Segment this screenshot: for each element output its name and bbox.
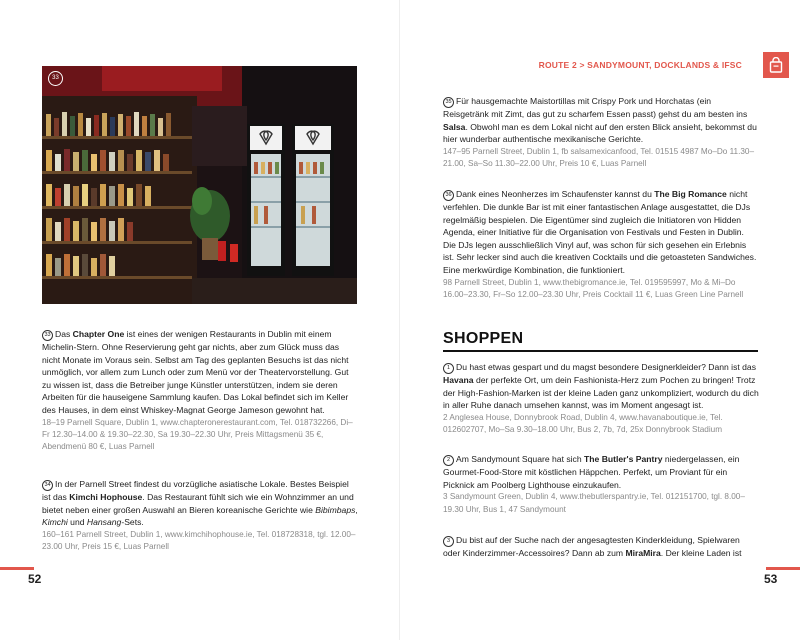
entry-chapter-one: 33 Das Chapter One ist eines der wenigen Restaurants in Dublin mit einem Michelin-Stern. Ohne Reservierung geht gar nichts, aber zum Glück muss das nicht Monate im Voraus sein. Selbst am Tag des geplanten Besuchs ist das nicht unmöglich, vor allem zum Lunch oder zum Menü vor der Theatervorstellung. Gut zu wissen ist, dass die Betreiber junge Künstler unterstützen, indem sie deren Arbeiten für die hauseigene Sammlung kaufen. Das Lokal befindet sich im Keller des Hauses, in dem einst Whiskey-Magnat George Jameson gewohnt hat. 18–19 Parnell Square, Dublin 1, www.chapteronerestaurant.com, Tel. 018732266, Di–Fr 12.30–14.00 & 19.30–22.30, Sa 19.30–22.30 Uhr, Preis Mittagsmenü 35 €, Abendmenü 80 €, Luas Parnell — [42, 328, 358, 454]
entry-name: Chapter One — [72, 329, 125, 339]
entry-name: The Butler's Pantry — [584, 454, 663, 464]
entry-number: 36 — [443, 190, 454, 201]
entry-number: 1 — [443, 363, 454, 374]
entry-number: 34 — [42, 480, 53, 491]
entry-big-romance: 36 Dank eines Neonherzes im Schaufenster kannst du The Big Romance nicht verfehlen. Die dunkle Bar ist mit einer fantastischen Anlage ausgestattet, die DJs regelmäßig bespielen. Die Eigentümer sind zugleich die Initiatoren von Hidden Agenda, einer Initiative für die Organisation von Festivals und Festen in Dublin. Die DJs legen ausschließlich Vinyl auf, was schon für sich gesehen ein Erlebnis ist. Sehr lecker sind auch die kreativen Cocktails und die getoasteten Sandwiches. Eine merkwürdige Kombination, die funktioniert. 98 Parnell Street, Dublin 1, www.thebigromance.ie, Tel. 019595997, Mo & Mi–Do 16.00–23.30, Fr–So 12.00–23.30 Uhr, Preis Cocktail 11 €, Luas Green Line Parnell — [443, 188, 759, 301]
footer-accent-rule — [766, 567, 800, 570]
entry-meta: 3 Sandymount Green, Dublin 4, www.thebutlerspantry.ie, Tel. 012151700, tgl. 8.00–19.30 Uhr, Bus 1, 47 Sandymount — [443, 492, 745, 514]
entry-number: 3 — [443, 536, 454, 547]
entry-meta: 2 Anglesea House, Donnybrook Road, Dublin 4, www.havanaboutique.ie, Tel. 012602707, Mo–Sa 9.30–18.00 Uhr, Bus 2, 7b, 7d, 25x Donnybrook Stadium — [443, 412, 723, 435]
entry-name: Kimchi Hophouse — [69, 492, 143, 502]
entry-havana: 1 Du hast etwas gespart und du magst besondere Designerkleider? Dann ist das Havana der perfekte Ort, um dein Fashionista-Herz zum Pochen zu bringen! Trotz der High-Fashion-Marken ist der kleine Laden ganz unkompliziert, wodurch du dich in aller Ruhe danach umsehen kannst, was im Moment angesagt ist. 2 Anglesea House, Donnybrook Road, Dublin 4, www.havanaboutique.ie, Tel. 012602707, Mo–Sa 9.30–18.00 Uhr, Bus 2, 7b, 7d, 25x Donnybrook Stadium — [443, 361, 759, 437]
section-divider — [443, 350, 758, 352]
entry-name: MiraMira — [625, 548, 661, 558]
entry-meta: 147–95 Parnell Street, Dublin 1, fb salsamexicanfood, Tel. 01515 4987 Mo–Do 11.30–21.00, Sa–So 11.30–22.00 Uhr, Preis 10 €, Luas Parnell — [443, 146, 755, 169]
restaurant-photo — [42, 66, 357, 304]
page-number-right: 53 — [764, 572, 778, 586]
entry-kimchi-hophouse: 34 In der Parnell Street findest du vorzügliche asiatische Lokale. Bestes Beispiel ist das Kimchi Hophouse. Das Restaurant fühlt sich wie ein Wohnzimmer an und bietet neben einer großen Auswahl an Bieren koreanische Gerichte wie Bibimbaps, Kimchi und Hansang-Sets. 160–161 Parnell Street, Dublin 1, www.kimchihophouse.ie, Tel. 018728318, tgl. 12.00–23.00 Uhr, Preis 15 €, Luas Parnell — [42, 478, 358, 554]
footer-accent-rule — [0, 567, 34, 570]
entry-salsa: 35 Für hausgemachte Maistortillas mit Crispy Pork und Horchatas (ein Reisgetränk mit Zimt, das gut zu scharfem Essen passt) gehst du am besten ins Salsa. Obwohl man es dem Lokal nicht auf den ersten Blick ansieht, bekommst du hier wunderbar authentische mexikanische Gerichte. 147–95 Parnell Street, Dublin 1, fb salsamexicanfood, Tel. 01515 4987 Mo–Do 11.30–21.00, Sa–So 11.30–22.00 Uhr, Preis 10 €, Luas Parnell — [443, 95, 759, 171]
entry-meta: 160–161 Parnell Street, Dublin 1, www.kimchihophouse.ie, Tel. 018728318, tgl. 12.00–23.00 Uhr, Preis 15 €, Luas Parnell — [42, 529, 356, 552]
entry-meta: 18–19 Parnell Square, Dublin 1, www.chapteronerestaurant.com, Tel. 018732266, Di–Fr 12.30–14.00 & 19.30–22.30, Sa 19.30–22.30 Uhr, Preis Mittagsmenü 35 €, Abendmenü 80 €, Luas Parnell — [42, 417, 353, 452]
section-title-shoppen: SHOPPEN — [443, 330, 524, 347]
entry-number: 35 — [443, 97, 454, 108]
bar-interior-image — [42, 66, 357, 304]
entry-name: Salsa — [443, 121, 466, 132]
shopping-bag-icon — [763, 52, 789, 78]
page-number-left: 52 — [28, 572, 42, 586]
entry-meta: 98 Parnell Street, Dublin 1, www.thebigromance.ie, Tel. 019595997, Mo & Mi–Do 16.00–23.30, Fr–So 12.00–23.30 Uhr, Preis Cocktail 11 €, Luas Green Line Parnell — [443, 277, 744, 299]
entry-miramira: 3 Du bist auf der Suche nach der angesagtesten Kinderkleidung, Spielwaren oder Kinderzimmer-Accessoires? Dann ab zum MiraMira. Der kleine Laden ist — [443, 535, 742, 558]
entry-number: 33 — [42, 330, 53, 341]
entry-number: 2 — [443, 455, 454, 466]
entry-name: The Big Romance — [654, 189, 727, 199]
entry-name: Havana — [443, 375, 474, 385]
route-header: ROUTE 2 > SANDYMOUNT, DOCKLANDS & IFSC — [538, 60, 742, 70]
entry-butlers-pantry: 2 Am Sandymount Square hat sich The Butler's Pantry niedergelassen, ein Gourmet-Food-Store mit köstlichen Häppchen. Perfekt, um Proviant für ein Picknick am Poolberg Lighthouse einzukaufen. 3 Sandymount Green, Dublin 4, www.thebutlerspantry.ie, Tel. 012151700, tgl. 8.00–19.30 Uhr, Bus 1, 47 Sandymount — [443, 453, 759, 516]
photo-number-badge: 33 — [48, 71, 63, 86]
